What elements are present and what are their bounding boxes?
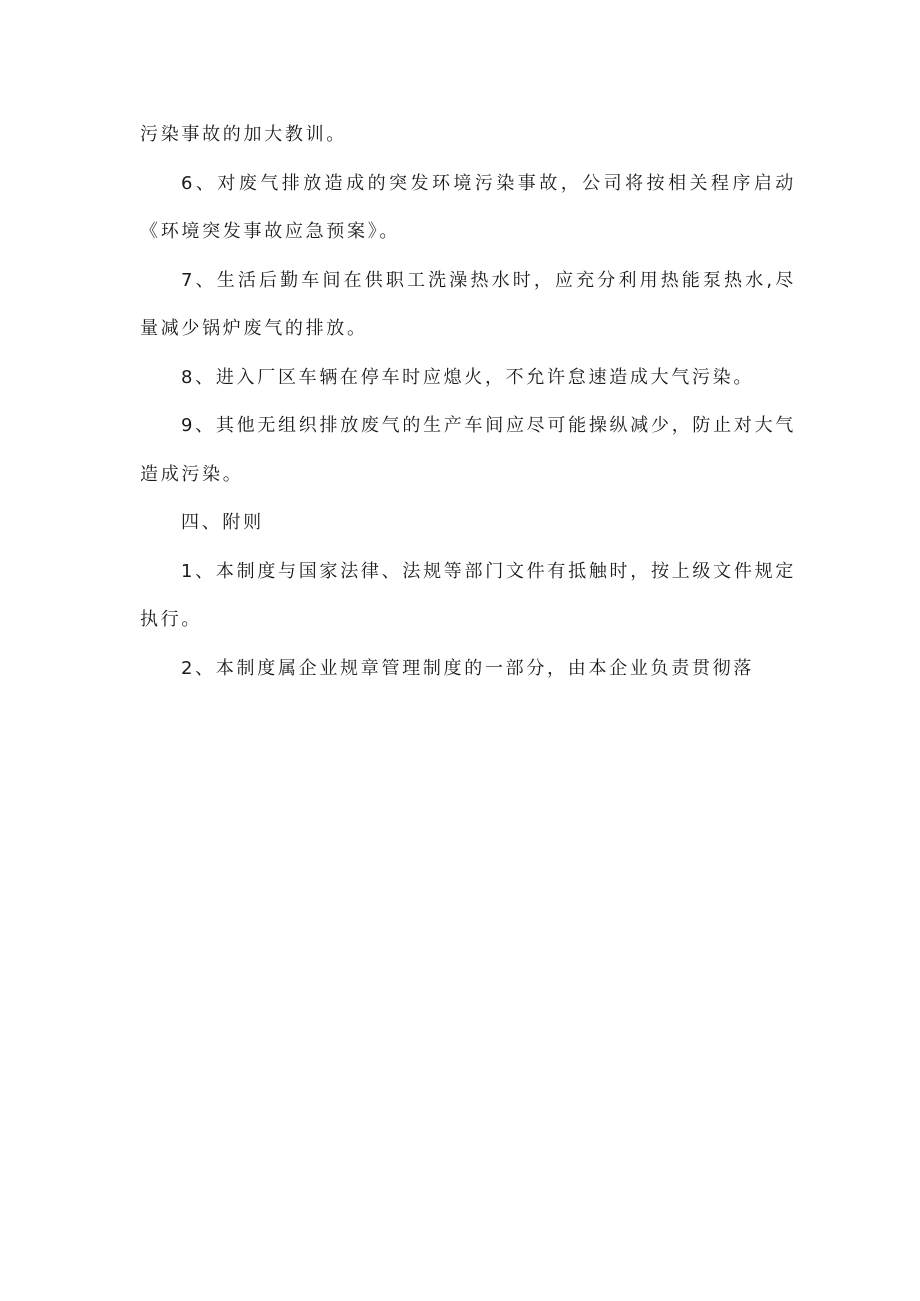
section-heading-appendix: 四、附则 bbox=[181, 512, 264, 533]
paragraph-appendix-2: 2、本制度属企业规章管理制度的一部分，由本企业负责贯彻落 bbox=[181, 657, 755, 679]
paragraph-item-6: 6、对废气排放造成的突发环境污染事故，公司将按相关程序启动《环境突发事故应急预案》。 bbox=[140, 172, 796, 242]
paragraph-item-8: 8、进入厂区车辆在停车时应熄火，不允许怠速造成大气污染。 bbox=[181, 366, 755, 388]
paragraph-item-9: 9、其他无组织排放废气的生产车间应尽可能操纵减少，防止对大气造成污染。 bbox=[140, 415, 796, 485]
document-body bbox=[140, 111, 796, 693]
paragraph-continuation: 污染事故的加大教训。 bbox=[140, 124, 347, 145]
paragraph-item-7: 7、生活后勤车间在供职工洗澡热水时，应充分利用热能泵热水,尽量减少锅炉废气的排放。 bbox=[140, 269, 796, 339]
paragraph-appendix-1: 1、本制度与国家法律、法规等部门文件有抵触时，按上级文件规定执行。 bbox=[140, 560, 796, 630]
